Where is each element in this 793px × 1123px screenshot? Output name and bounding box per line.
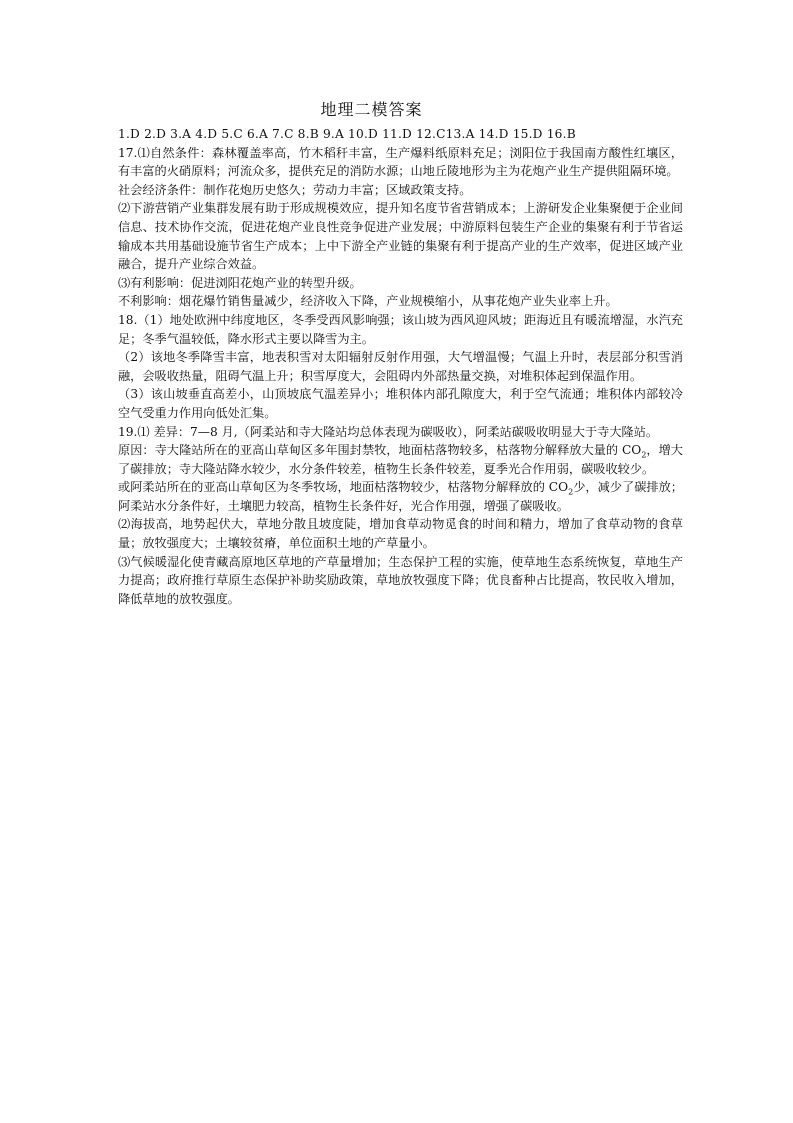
q19-difference: 19.⑴ 差异：7—8 月,（阿柔站和寺大隆站均总体表现为碳吸收），阿柔站碳吸收明显大于寺大隆站。 xyxy=(118,424,659,439)
q19-part2: ⑵海拔高，地势起伏大，草地分散且坡度陡，增加食草动物觅食的时间和精力，增加了食草动物的食草量；放牧强度大；土壤较贫瘠，单位面积土地的产草量小。 xyxy=(118,517,683,551)
q18-part2: （2）该地冬季降雪丰富，地表积雪对太阳辐射反射作用强，大气增温慢；气温上升时，表层部分积雪消融，会吸收热量，阻碍气温上升；积雪厚度大，会阻碍内外部热量交换，对堆积体起到保温作用。 xyxy=(118,350,683,383)
q19-alt-reason xyxy=(118,478,683,515)
q19-reason-text-b: ，增大了碳排放；寺大隆站降水较少，水分条件较差，植物生长条件较差，夏季光合作用弱，碳吸收较少。 xyxy=(118,443,683,476)
document-title: 地理二模答案 xyxy=(320,100,423,119)
co2-subscript: 2 xyxy=(641,450,647,460)
q19-alt-reason-text-a: 或阿柔站所在的亚高山草甸区为冬季牧场，地面枯落物较少，枯落物分解释放的 CO xyxy=(118,480,569,495)
multiple-choice-answers: 1.D 2.D 3.A 4.D 5.C 6.A 7.C 8.B 9.A 10.D 11.D 12.C13.A 14.D 15.D 16.B xyxy=(118,127,576,141)
q17-negative-impact: 不利影响：烟花爆竹销售量减少，经济收入下降，产业规模缩小，从事花炮产业失业率上升。 xyxy=(118,294,618,309)
q17-industry-cluster: ⑵下游营销产业集群发展有助于形成规模效应，提升知名度节省营销成本；上游研发企业集聚便于企业间信息、技术协作交流，促进花炮产业良性竞争促进产业发展；中游原料包装生产企业的集聚有利于节省运输成本共用基础设施节省生产成本；上中下游全产业链的集聚有利于提高产业的生产效率，促进区域产业融合，提升产业综合效益。 xyxy=(118,201,683,272)
q19-part3: ⑶气候暖湿化使青藏高原地区草地的产草量增加；生态保护工程的实施，使草地生态系统恢复，草地生产力提高；政府推行草原生态保护补助奖励政策，草地放牧强度下降；优良畜种占比提高，牧民收入增加，降低草地的放牧强度。 xyxy=(118,554,683,606)
q19-reason xyxy=(118,441,683,478)
q18-part3: （3）该山坡垂直高差小，山顶坡底气温差异小；堆积体内部孔隙度大，利于空气流通；堆积体内部较冷空气受重力作用向低处汇集。 xyxy=(118,387,683,420)
q19-reason-text-a: 原因：寺大隆站所在的亚高山草甸区多年围封禁牧，地面枯落物较多，枯落物分解释放大量的 CO xyxy=(118,443,642,458)
co2-subscript: 2 xyxy=(568,487,574,497)
q17-natural-conditions: 17.⑴自然条件：森林覆盖率高，竹木稻秆丰富，生产爆料纸原料充足；浏阳位于我国南方酸性红壤区，有丰富的火硝原料；河流众多，提供充足的消防水源；山地丘陵地形为主为花炮产业生产提供阻隔环境。 xyxy=(118,145,683,179)
q17-positive-impact: ⑶有利影响：促进浏阳花炮产业的转型升级。 xyxy=(118,275,362,290)
q19-alt-reason-text-b: 少，减少了碳排放；阿柔站水分条件好，土壤肥力较高，植物生长条件好，光合作用强，增强了碳吸收。 xyxy=(118,480,683,513)
q17-socioeconomic-conditions: 社会经济条件：制作花炮历史悠久；劳动力丰富；区域政策支持。 xyxy=(118,182,472,197)
answer-content xyxy=(118,125,683,608)
q18-part1: 18.（1）地处欧洲中纬度地区，冬季受西风影响强；该山坡为西风迎风坡；距海近且有暖流增湿，水汽充足；冬季气温较低，降水形式主要以降雪为主。 xyxy=(118,312,683,346)
